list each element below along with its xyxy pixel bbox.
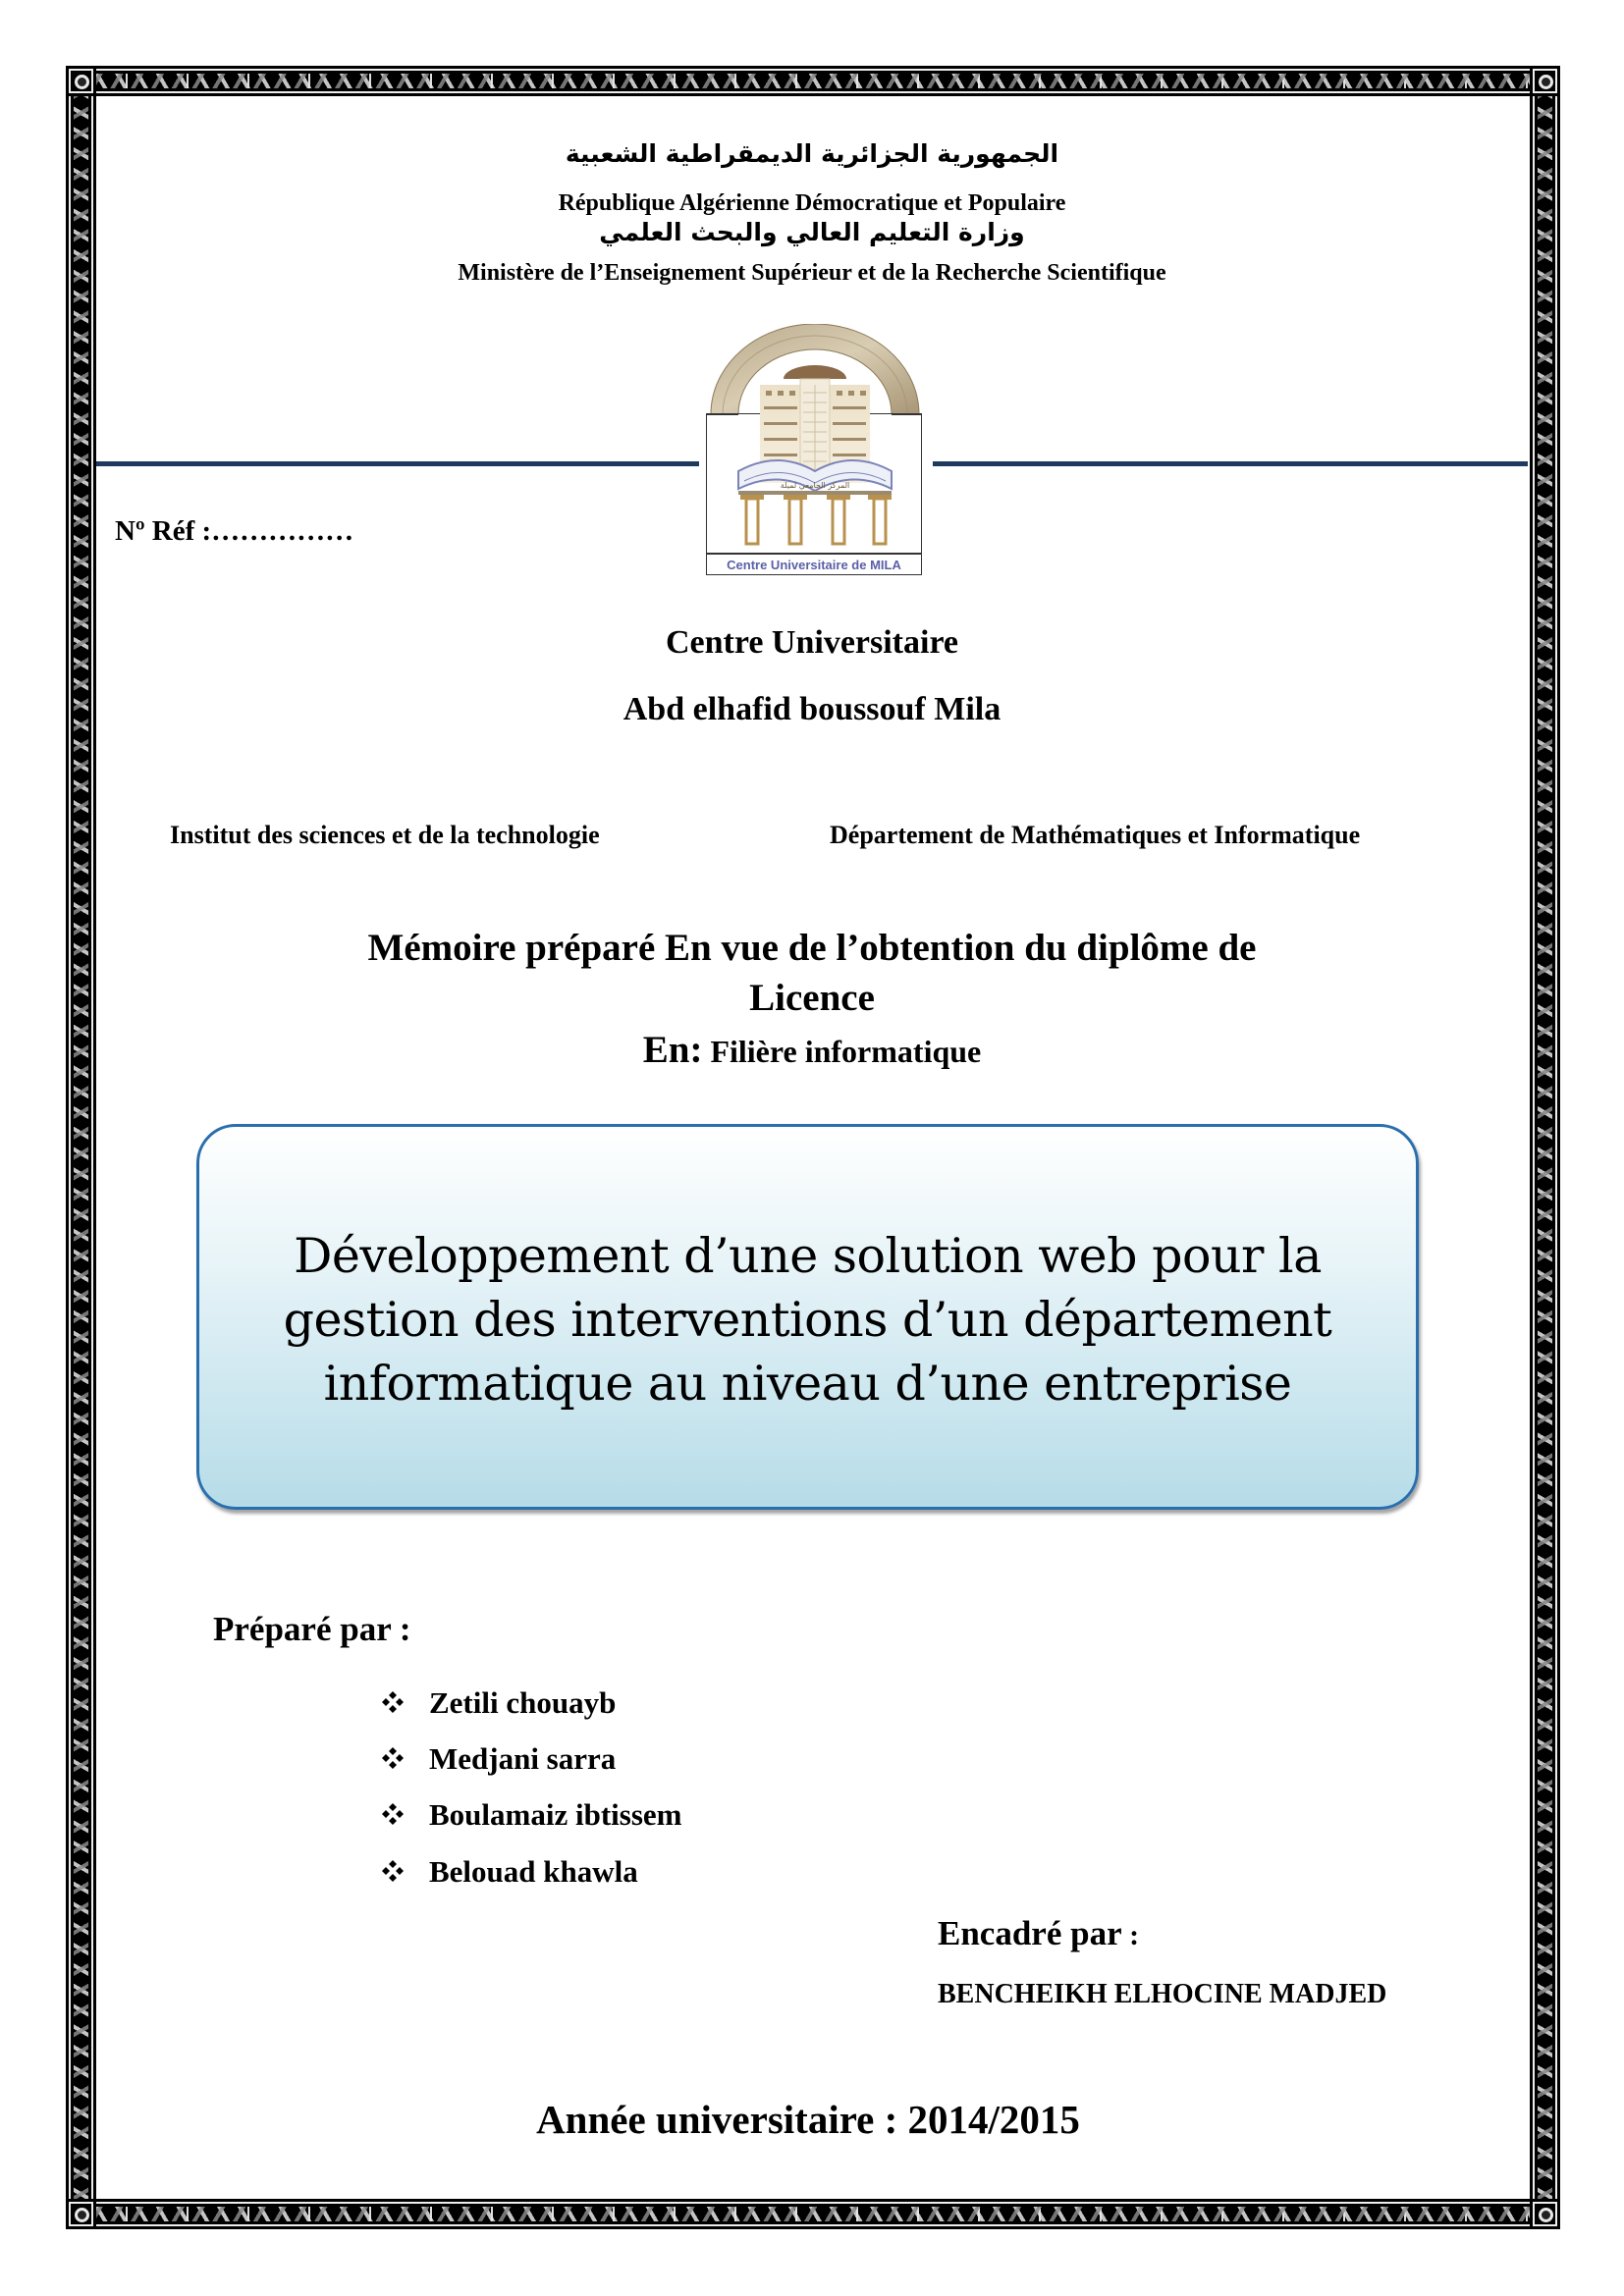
border-left-band xyxy=(66,66,96,2229)
university-logo xyxy=(699,324,931,581)
student-name: Medjani sarra xyxy=(429,1741,617,1776)
thesis-title-line: informatique au niveau d’une entreprise xyxy=(323,1356,1292,1412)
degree-statement: Mémoire préparé En vue de l’obtention du diplôme de xyxy=(367,927,1257,969)
thesis-title-box xyxy=(196,1124,1419,1510)
institution-name-line2: Abd elhafid boussouf Mila xyxy=(623,691,1001,727)
border-bottom-band xyxy=(66,2199,1560,2229)
rope-pattern xyxy=(96,74,1530,88)
reference-number: Nº Réf :…………… xyxy=(115,515,354,547)
logo-caption: Centre Universitaire de MILA xyxy=(727,558,901,572)
corner-ornament-icon xyxy=(1530,2199,1560,2229)
diamond-cluster-bullet-icon xyxy=(381,1802,405,1826)
border-line xyxy=(96,2202,1530,2204)
degree-field-prefix: En: xyxy=(642,1029,703,1071)
border-line xyxy=(1533,96,1535,2199)
border-line xyxy=(96,91,1530,93)
prepared-by-label: Préparé par : xyxy=(213,1610,411,1648)
institution-name-line1: Centre Universitaire xyxy=(665,624,959,661)
rope-pattern xyxy=(96,2207,1530,2221)
degree-name: Licence xyxy=(749,977,875,1019)
degree-field xyxy=(0,1028,1624,1072)
header-republic: République Algérienne Démocratique et Populaire xyxy=(558,190,1066,216)
border-line xyxy=(1555,96,1557,2199)
header-arabic-republic: الجمهورية الجزائرية الديمقراطية الشعبية xyxy=(565,139,1059,168)
diamond-cluster-bullet-icon xyxy=(381,1690,405,1714)
border-line xyxy=(91,96,93,2199)
supervisor-name: BENCHEIKH ELHOCINE MADJED xyxy=(938,1979,1387,2009)
student-name: Boulamaiz ibtissem xyxy=(429,1797,682,1832)
supervised-by-label xyxy=(938,1914,1139,1953)
corner-ornament-icon xyxy=(1530,66,1560,96)
diamond-cluster-bullet-icon xyxy=(381,1746,405,1770)
degree-field-value: Filière informatique xyxy=(702,1034,982,1069)
rope-pattern xyxy=(74,96,88,2199)
supervised-by-text: Encadré par xyxy=(938,1914,1122,1952)
header-ministry: Ministère de l’Enseignement Supérieur et de la Recherche Scientifique xyxy=(458,260,1166,286)
diamond-cluster-bullet-icon xyxy=(381,1859,405,1883)
student-name: Zetili chouayb xyxy=(429,1685,617,1720)
academic-year: Année universitaire : 2014/2015 xyxy=(536,2097,1080,2142)
institute-name: Institut des sciences et de la technologie xyxy=(170,821,600,849)
rope-pattern xyxy=(1538,96,1552,2199)
border-line xyxy=(69,96,71,2199)
student-name: Belouad khawla xyxy=(429,1854,638,1889)
department-name: Département de Mathématiques et Informatique xyxy=(830,821,1361,849)
corner-ornament-icon xyxy=(66,2199,96,2229)
corner-ornament-icon xyxy=(66,66,96,96)
header-rule-right xyxy=(933,461,1528,466)
border-top-band xyxy=(66,66,1560,96)
border-right-band xyxy=(1530,66,1560,2229)
border-line xyxy=(96,2224,1530,2226)
university-building-arch-logo-icon xyxy=(699,324,931,581)
supervised-by-colon: : xyxy=(1121,1919,1140,1951)
header-rule-left xyxy=(96,461,699,466)
logo-arabic-caption: المركز الجامعي لميلة xyxy=(780,481,850,490)
header-arabic-ministry: وزارة التعليم العالي والبحث العلمي xyxy=(599,218,1025,246)
border-line xyxy=(96,69,1530,71)
thesis-title-line: Développement d’une solution web pour la xyxy=(294,1228,1322,1284)
thesis-title-line: gestion des interventions d’un département xyxy=(283,1292,1332,1348)
